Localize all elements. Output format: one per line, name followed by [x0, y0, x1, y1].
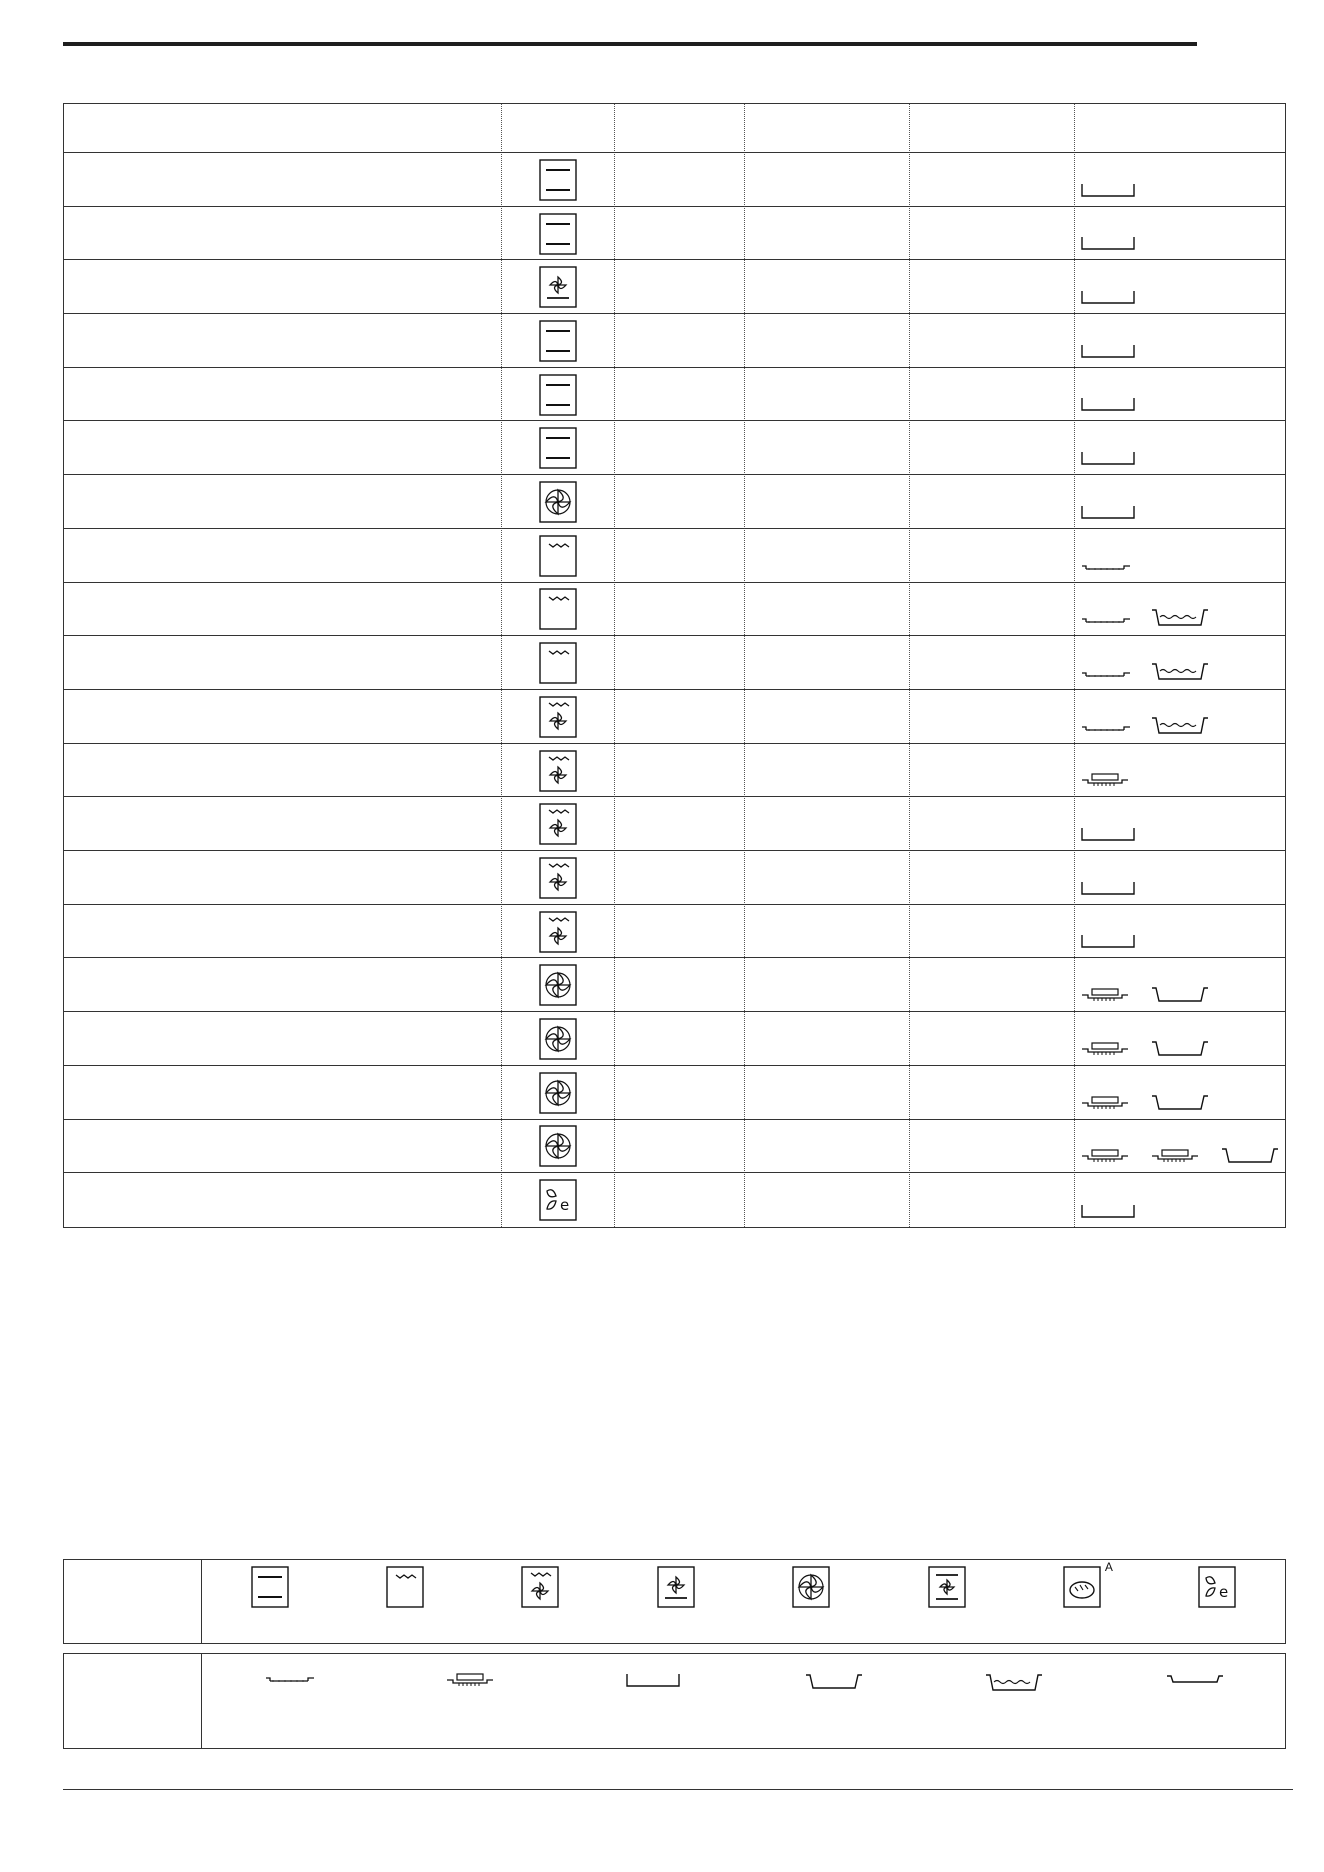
value-cell — [744, 260, 909, 313]
grill-rack-icon — [1080, 987, 1136, 1003]
baking-tray-icon — [1080, 289, 1136, 305]
value-cell — [909, 744, 1074, 797]
recipe-cell — [64, 475, 501, 528]
baking-tray-icon — [1080, 826, 1136, 842]
value-cell — [614, 690, 744, 743]
top-bottom-heat-icon — [539, 213, 577, 255]
wire-rack-icon — [1080, 560, 1136, 574]
function-legend-item — [626, 1560, 726, 1619]
table-row — [64, 583, 1285, 637]
accessory-cell — [1074, 1120, 1285, 1173]
baking-tray-icon — [1080, 880, 1136, 896]
value-cell — [614, 583, 744, 636]
value-cell — [744, 1173, 909, 1227]
value-cell — [744, 905, 909, 958]
accessory-legend-label — [64, 1654, 202, 1748]
value-cell — [614, 1066, 744, 1119]
accessory-cell — [1074, 1066, 1285, 1119]
svg-text:e: e — [559, 1196, 569, 1215]
accessory-legend-item — [603, 1654, 703, 1699]
accessory-cell — [1074, 260, 1285, 313]
drip-tray-water-icon — [984, 1672, 1044, 1697]
value-cell — [909, 851, 1074, 904]
recipe-cell — [64, 260, 501, 313]
fan-bottom-heat-icon — [539, 266, 577, 308]
value-cell — [744, 207, 909, 260]
fan-grill-icon — [539, 696, 577, 738]
accessory-cell — [1074, 207, 1285, 260]
value-cell — [909, 314, 1074, 367]
fan-bottom-heat-icon — [657, 1566, 695, 1613]
value-cell — [744, 314, 909, 367]
eco-fan-icon — [539, 1179, 577, 1221]
column-header — [64, 104, 501, 152]
table-row — [64, 529, 1285, 583]
table-row — [64, 368, 1285, 422]
value-cell — [744, 422, 909, 475]
accessory-cell — [1074, 583, 1285, 636]
baking-tray-icon — [1080, 1203, 1136, 1219]
value-cell — [909, 529, 1074, 582]
recipe-cell — [64, 1012, 501, 1065]
top-bottom-heat-icon — [539, 320, 577, 362]
top-rule — [63, 42, 1197, 46]
hot-air-icon — [539, 1125, 577, 1167]
column-header — [501, 104, 614, 152]
value-cell — [744, 368, 909, 421]
baking-tray-icon — [1080, 182, 1136, 198]
hot-air-icon — [792, 1566, 830, 1613]
hot-air-icon — [539, 1072, 577, 1114]
value-cell — [909, 368, 1074, 421]
value-cell — [744, 851, 909, 904]
accessory-legend-item — [242, 1654, 342, 1697]
value-cell — [614, 260, 744, 313]
value-cell — [614, 475, 744, 528]
table-row — [64, 744, 1285, 798]
top-bottom-heat-icon — [539, 159, 577, 201]
value-cell — [614, 422, 744, 475]
function-legend-item — [1167, 1560, 1267, 1619]
table-row — [64, 475, 1285, 529]
table-row — [64, 690, 1285, 744]
fan-grill-icon — [521, 1566, 559, 1613]
fan-grill-icon — [539, 911, 577, 953]
value-cell — [614, 529, 744, 582]
function-legend-item — [1032, 1560, 1132, 1619]
value-cell — [614, 905, 744, 958]
function-legend-items — [202, 1560, 1285, 1643]
hot-air-icon — [539, 1018, 577, 1060]
value-cell — [744, 1066, 909, 1119]
flat-tray-icon — [1165, 1672, 1225, 1691]
table-row — [64, 1173, 1285, 1227]
table-row — [64, 1120, 1285, 1174]
value-cell — [614, 1173, 744, 1227]
table-row — [64, 422, 1285, 476]
accessory-cell — [1074, 153, 1285, 206]
value-cell — [614, 314, 744, 367]
drip-tray-water-icon — [1150, 661, 1210, 681]
recipe-cell — [64, 1120, 501, 1173]
accessory-cell — [1074, 475, 1285, 528]
baking-tray-icon — [1080, 933, 1136, 949]
recipe-cell — [64, 1173, 501, 1227]
function-legend-item — [761, 1560, 861, 1619]
table-row — [64, 260, 1285, 314]
grill-rack-icon — [1080, 1041, 1136, 1057]
value-cell — [614, 1120, 744, 1173]
accessory-cell — [1074, 636, 1285, 689]
table-row — [64, 314, 1285, 368]
column-header — [909, 104, 1074, 152]
function-legend-label — [64, 1560, 202, 1643]
baking-tray-icon — [1080, 504, 1136, 520]
grill-icon — [539, 588, 577, 630]
drip-tray-icon — [1150, 1093, 1210, 1111]
accessory-legend-item — [784, 1654, 884, 1701]
accessory-cell — [1074, 797, 1285, 850]
wire-rack-icon — [1080, 667, 1136, 681]
value-cell — [909, 797, 1074, 850]
value-cell — [744, 797, 909, 850]
accessory-legend-item — [964, 1654, 1064, 1703]
recipe-cell — [64, 368, 501, 421]
function-legend-item — [220, 1560, 320, 1619]
value-cell — [744, 1012, 909, 1065]
accessory-legend — [63, 1653, 1286, 1749]
accessory-cell — [1074, 1012, 1285, 1065]
value-cell — [744, 959, 909, 1012]
bread-auto-icon — [1063, 1560, 1113, 1613]
recipe-cell — [64, 851, 501, 904]
accessory-legend-item — [1145, 1654, 1245, 1697]
value-cell — [909, 636, 1074, 689]
accessory-cell — [1074, 959, 1285, 1012]
value-cell — [909, 959, 1074, 1012]
hot-air-icon — [539, 964, 577, 1006]
baking-tray-icon — [1080, 450, 1136, 466]
wire-rack-icon — [1080, 721, 1136, 735]
recipe-cell — [64, 905, 501, 958]
drip-tray-water-icon — [1150, 607, 1210, 627]
baking-tray-icon — [1080, 343, 1136, 359]
auto-badge: A — [1104, 1560, 1113, 1574]
recipe-cell — [64, 744, 501, 797]
table-row — [64, 797, 1285, 851]
value-cell — [614, 636, 744, 689]
value-cell — [744, 475, 909, 528]
table-row — [64, 1012, 1285, 1066]
value-cell — [614, 368, 744, 421]
drip-tray-water-icon — [1150, 715, 1210, 735]
table-row — [64, 1066, 1285, 1120]
drip-tray-icon — [1220, 1146, 1280, 1164]
value-cell — [909, 1120, 1074, 1173]
value-cell — [909, 153, 1074, 206]
value-cell — [909, 690, 1074, 743]
value-cell — [744, 583, 909, 636]
recipe-cell — [64, 207, 501, 260]
drip-tray-icon — [804, 1672, 864, 1695]
svg-text:e: e — [1219, 1583, 1229, 1601]
value-cell — [909, 583, 1074, 636]
fan-top-bottom-heat-icon — [928, 1566, 966, 1613]
table-row — [64, 636, 1285, 690]
accessory-legend-items — [202, 1654, 1285, 1748]
grill-icon — [386, 1566, 424, 1613]
accessory-cell — [1074, 422, 1285, 475]
eco-fan-icon — [1198, 1566, 1236, 1613]
cooking-table — [63, 103, 1286, 1228]
accessory-cell — [1074, 690, 1285, 743]
value-cell — [909, 1066, 1074, 1119]
bottom-rule — [63, 1789, 1293, 1790]
recipe-cell — [64, 690, 501, 743]
function-legend-item — [897, 1560, 997, 1619]
grill-rack-icon — [1080, 1095, 1136, 1111]
value-cell — [909, 475, 1074, 528]
value-cell — [909, 260, 1074, 313]
value-cell — [744, 529, 909, 582]
recipe-cell — [64, 959, 501, 1012]
function-legend — [63, 1559, 1286, 1644]
table-row — [64, 153, 1285, 207]
value-cell — [744, 690, 909, 743]
baking-tray-icon — [625, 1672, 681, 1693]
drip-tray-icon — [1150, 985, 1210, 1003]
value-cell — [614, 207, 744, 260]
top-bottom-heat-icon — [251, 1566, 289, 1613]
recipe-cell — [64, 314, 501, 367]
grill-icon — [539, 535, 577, 577]
value-cell — [614, 959, 744, 1012]
accessory-cell — [1074, 905, 1285, 958]
table-row — [64, 959, 1285, 1013]
value-cell — [909, 422, 1074, 475]
value-cell — [909, 207, 1074, 260]
value-cell — [744, 153, 909, 206]
recipe-cell — [64, 529, 501, 582]
table-row — [64, 905, 1285, 959]
accessory-cell — [1074, 744, 1285, 797]
wire-rack-icon — [264, 1672, 320, 1691]
table-row — [64, 207, 1285, 261]
value-cell — [614, 1012, 744, 1065]
value-cell — [909, 905, 1074, 958]
value-cell — [614, 851, 744, 904]
accessory-cell — [1074, 851, 1285, 904]
value-cell — [744, 1120, 909, 1173]
column-header — [744, 104, 909, 152]
recipe-cell — [64, 797, 501, 850]
value-cell — [909, 1012, 1074, 1065]
baking-tray-icon — [1080, 235, 1136, 251]
accessory-cell — [1074, 1173, 1285, 1227]
grill-rack-icon — [1080, 1148, 1136, 1164]
grill-icon — [539, 642, 577, 684]
value-cell — [614, 797, 744, 850]
value-cell — [744, 636, 909, 689]
column-header — [614, 104, 744, 152]
fan-grill-icon — [539, 803, 577, 845]
drip-tray-icon — [1150, 1039, 1210, 1057]
fan-grill-icon — [539, 857, 577, 899]
recipe-cell — [64, 422, 501, 475]
baking-tray-icon — [1080, 396, 1136, 412]
column-header — [1074, 104, 1285, 152]
function-legend-item — [355, 1560, 455, 1619]
recipe-cell — [64, 583, 501, 636]
hot-air-icon — [539, 481, 577, 523]
table-row — [64, 851, 1285, 905]
table-header-row — [64, 104, 1285, 153]
fan-grill-icon — [539, 750, 577, 792]
accessory-cell — [1074, 368, 1285, 421]
wire-rack-icon — [1080, 613, 1136, 627]
recipe-cell — [64, 1066, 501, 1119]
top-bottom-heat-icon — [539, 427, 577, 469]
accessory-cell — [1074, 529, 1285, 582]
function-legend-item — [490, 1560, 590, 1619]
accessory-cell — [1074, 314, 1285, 367]
recipe-cell — [64, 153, 501, 206]
value-cell — [614, 153, 744, 206]
accessory-legend-item — [423, 1654, 523, 1699]
value-cell — [614, 744, 744, 797]
grill-rack-icon — [1150, 1148, 1206, 1164]
grill-rack-icon — [445, 1672, 501, 1693]
value-cell — [744, 744, 909, 797]
recipe-cell — [64, 636, 501, 689]
grill-rack-icon — [1080, 772, 1136, 788]
value-cell — [909, 1173, 1074, 1227]
top-bottom-heat-icon — [539, 374, 577, 416]
